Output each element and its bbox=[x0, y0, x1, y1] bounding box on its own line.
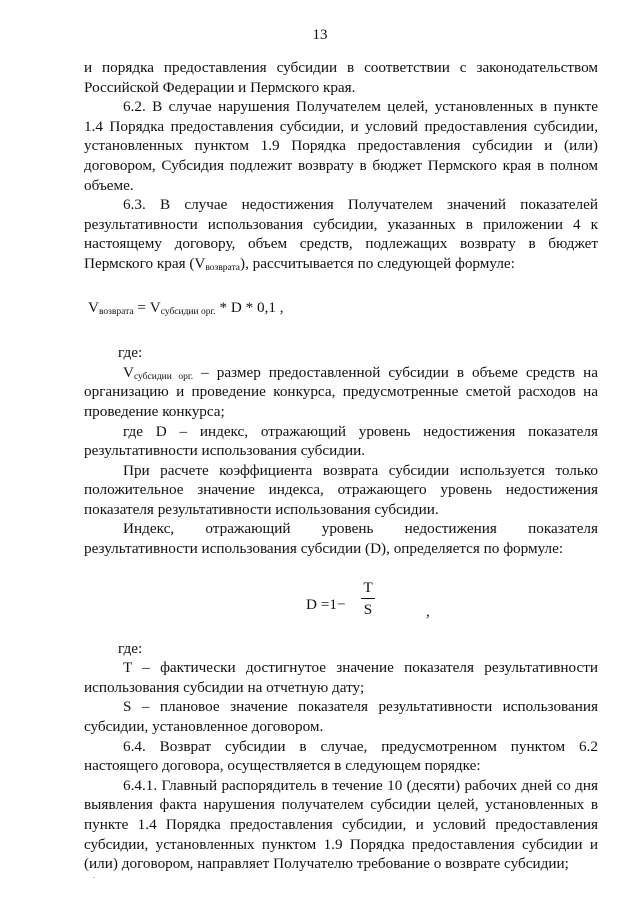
paragraph-6-3-text-end: ), рассчитывается по следующей формуле: bbox=[240, 254, 515, 272]
paragraph-continuation: и порядка предоставления субсидии в соответствии с законодательством Российской Федерации и Пермского края. bbox=[84, 59, 598, 96]
paragraph-d-definition: где D – индекс, отражающий уровень недостижения показателя результативности использования субсидии. bbox=[84, 422, 598, 460]
where-label-2: где: bbox=[118, 639, 143, 657]
paragraph-index: Индекс, отражающий уровень недостижения показателя результативности использования субсидии (D), определяется по формуле: bbox=[84, 520, 598, 558]
formula-v-subsidy: V bbox=[149, 298, 161, 316]
paragraph-6-2: 6.2. В случае нарушения Получателем целей, установленных в пункте 1.4 Порядка предоставления субсидии, и условий предоставления субсидии, установленных пунктом 1.9 Порядка предоставления субсидии и (или) договором, Субсидия подлежит возврату в бюджет Пермского края в полном объеме. bbox=[84, 98, 598, 194]
paragraph-6-3 bbox=[84, 195, 598, 273]
formula-sub-subsidy: субсидии орг. bbox=[160, 306, 216, 317]
footer-mark: . bbox=[93, 871, 95, 880]
paragraph-coefficient: При расчете коэффициента возврата субсидии используется только положительное значение индекса, отражающего уровень недостижения показателя результативности использования субсидии. bbox=[84, 461, 598, 518]
page-number: 13 bbox=[312, 27, 328, 43]
document-body bbox=[84, 58, 598, 874]
formula-sub-vozvrata: возврата bbox=[98, 306, 134, 317]
fraction-denominator: S bbox=[363, 600, 373, 618]
formula-d-left: D =1− bbox=[306, 595, 346, 613]
subscript-subsidy: субсидии орг. bbox=[133, 371, 194, 382]
paragraph-6-3-text: 6.3. В случае недостижения Получателем значений показателей результативности использования субсидии, указанных в приложении 4 к настоящему договору, объем средств, подлежащих возврату в бюджет Пермского края (V bbox=[84, 196, 598, 272]
formula-v: V bbox=[88, 298, 99, 316]
paragraph-v-definition bbox=[84, 363, 598, 422]
paragraph-6-4: 6.4. Возврат субсидии в случае, предусмотренном пунктом 6.2 настоящего договора, осуществляется в следующем порядке: bbox=[84, 737, 598, 775]
v-definition-text: – размер предоставленной субсидии в объеме средств на организацию и проведение конкурса, предусмотренные сметой расходов на проведение конкурса; bbox=[84, 363, 598, 420]
fraction-numerator: T bbox=[363, 578, 373, 596]
paragraph-t-definition: T – фактически достигнутое значение показателя результативности использования субсидии на отчетную дату; bbox=[84, 659, 598, 696]
formula-fraction bbox=[361, 579, 375, 619]
formula-index-d bbox=[84, 573, 598, 633]
paragraph-s-definition: S – плановое значение показателя результативности использования субсидии, установленное договором. bbox=[84, 698, 598, 736]
formula-rest: * D * 0,1 , bbox=[215, 298, 284, 316]
formula-return-amount bbox=[84, 298, 598, 318]
fraction-bar bbox=[361, 598, 375, 599]
subscript-vozvrata: возврата bbox=[205, 262, 241, 273]
paragraph-6-4-1: 6.4.1. Главный распорядитель в течение 10 (десяти) рабочих дней со дня выявления факта нарушения получателем субсидии целей, установленных в пункте 1.4 Порядка предоставления субсидии, и условий предоставления субсидии, установленных пунктом 1.9 Порядка предоставления субсидии и (или) договором, направляет Получателю требование о возврате субсидии; bbox=[84, 776, 598, 873]
v-symbol: V bbox=[123, 363, 134, 381]
where-label-1: где: bbox=[118, 344, 143, 362]
formula-equals: = bbox=[133, 298, 150, 316]
formula-comma: , bbox=[426, 603, 430, 620]
